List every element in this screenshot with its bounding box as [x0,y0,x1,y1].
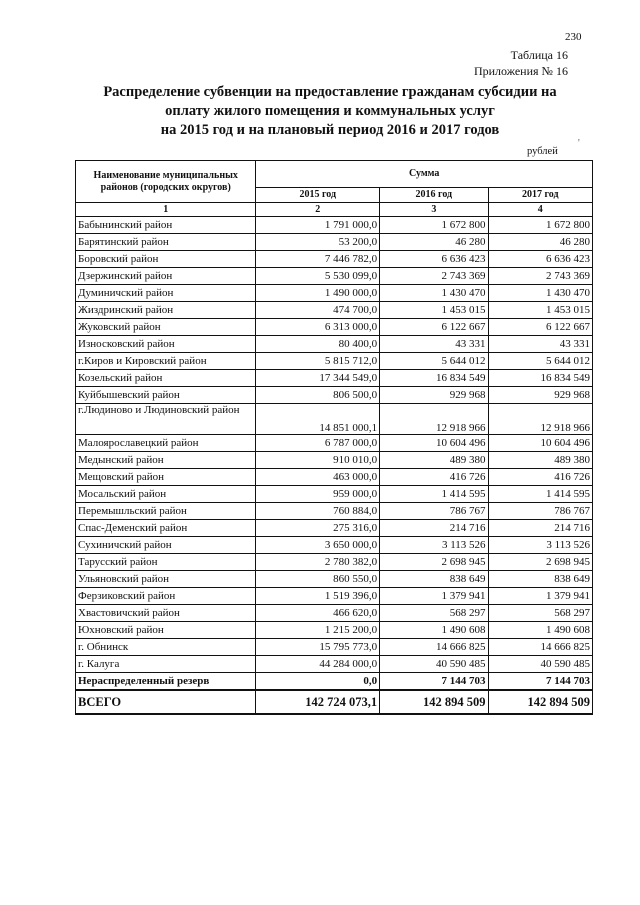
value-2015: 6 787 000,0 [256,435,380,452]
district-name: г. Калуга [76,656,256,673]
total-row [76,690,593,714]
value-2017: 1 414 595 [488,486,592,503]
title-line3: на 2015 год и на плановый период 2016 и 2017 годов [160,122,500,138]
value-2015: 17 344 549,0 [256,370,380,387]
table-row [76,588,593,605]
table-row [76,370,593,387]
table-row [76,452,593,469]
value-2016: 12 918 966 [380,404,488,435]
value-2016: 16 834 549 [380,370,488,387]
value-2017: 6 122 667 [488,319,592,336]
district-name: Перемышльский район [76,503,256,520]
table-row [76,537,593,554]
title-line1: Распределение субвенции на предоставление гражданам субсидии на [103,84,557,100]
value-2015: 53 200,0 [256,234,380,251]
value-2015: 7 446 782,0 [256,251,380,268]
district-name: Козельский район [76,370,256,387]
value-2015: 2 780 382,0 [256,554,380,571]
value-2016: 46 280 [380,234,488,251]
value-2016: 489 380 [380,452,488,469]
table-row [76,268,593,285]
reserve-2015: 0,0 [256,673,380,691]
value-2016: 838 649 [380,571,488,588]
value-2016: 5 644 012 [380,353,488,370]
value-2017: 1 430 470 [488,285,592,302]
unit-label: рублей [527,146,558,157]
value-2015: 5 815 712,0 [256,353,380,370]
value-2015: 6 313 000,0 [256,319,380,336]
value-2015: 14 851 000,1 [256,404,380,435]
table-row [76,605,593,622]
table-row [76,302,593,319]
table-row [76,503,593,520]
value-2016: 2 698 945 [380,554,488,571]
value-2015: 910 010,0 [256,452,380,469]
district-name: Малоярославецкий район [76,435,256,452]
value-2016: 214 716 [380,520,488,537]
district-name: Сухиничский район [76,537,256,554]
header-col-number: 4 [488,203,592,217]
value-2016: 416 726 [380,469,488,486]
value-2016: 1 672 800 [380,217,488,234]
value-2015: 15 795 773,0 [256,639,380,656]
title-line2: оплату жилого помещения и коммунальных услуг [165,103,495,119]
value-2017: 3 113 526 [488,537,592,554]
table-row [76,353,593,370]
header-name: Наименование муниципальных районов (городских округов) [76,161,256,203]
value-2016: 1 430 470 [380,285,488,302]
header-col-number: 1 [76,203,256,217]
value-2017: 1 379 941 [488,588,592,605]
value-2017: 2 698 945 [488,554,592,571]
value-2015: 5 530 099,0 [256,268,380,285]
district-name: Медынский район [76,452,256,469]
table-row [76,571,593,588]
district-name: Мещовский район [76,469,256,486]
value-2016: 1 490 608 [380,622,488,639]
table-ref-line1: Таблица 16 [510,48,568,62]
value-2016: 929 968 [380,387,488,404]
district-name: Спас-Деменский район [76,520,256,537]
value-2017: 1 453 015 [488,302,592,319]
total-2016: 142 894 509 [380,690,488,714]
subsidy-table [75,160,593,715]
value-2017: 5 644 012 [488,353,592,370]
value-2015: 463 000,0 [256,469,380,486]
table-row [76,336,593,353]
reserve-2017: 7 144 703 [488,673,592,691]
value-2016: 6 122 667 [380,319,488,336]
value-2016: 40 590 485 [380,656,488,673]
district-name: Думиничский район [76,285,256,302]
table-row [76,251,593,268]
header-year-2017: 2017 год [488,188,592,203]
header-sum: Сумма [256,161,593,188]
table-row [76,404,593,435]
value-2015: 275 316,0 [256,520,380,537]
table-row [76,234,593,251]
value-2016: 568 297 [380,605,488,622]
value-2015: 959 000,0 [256,486,380,503]
value-2016: 1 414 595 [380,486,488,503]
value-2015: 1 791 000,0 [256,217,380,234]
value-2016: 3 113 526 [380,537,488,554]
value-2017: 416 726 [488,469,592,486]
value-2016: 786 767 [380,503,488,520]
value-2016: 14 666 825 [380,639,488,656]
header-year-2015: 2015 год [256,188,380,203]
page-number: 230 [565,31,582,43]
value-2017: 46 280 [488,234,592,251]
table-reference [474,47,568,79]
value-2016: 43 331 [380,336,488,353]
value-2017: 6 636 423 [488,251,592,268]
value-2015: 474 700,0 [256,302,380,319]
district-name: Тарусский район [76,554,256,571]
district-name: Бабынинский район [76,217,256,234]
district-name: г. Обнинск [76,639,256,656]
value-2017: 10 604 496 [488,435,592,452]
value-2017: 40 590 485 [488,656,592,673]
header-year-2016: 2016 год [380,188,488,203]
value-2016: 2 743 369 [380,268,488,285]
district-name: Боровский район [76,251,256,268]
value-2017: 43 331 [488,336,592,353]
district-name: Барятинский район [76,234,256,251]
district-name: Жуковский район [76,319,256,336]
table-row [76,387,593,404]
value-2017: 929 968 [488,387,592,404]
value-2016: 1 453 015 [380,302,488,319]
district-name: Ферзиковский район [76,588,256,605]
district-name: Жиздринский район [76,302,256,319]
district-name: Хвастовичский район [76,605,256,622]
table-row [76,285,593,302]
value-2017: 1 672 800 [488,217,592,234]
total-name: ВСЕГО [76,690,256,714]
value-2017: 2 743 369 [488,268,592,285]
header-col-number: 3 [380,203,488,217]
value-2016: 1 379 941 [380,588,488,605]
value-2016: 10 604 496 [380,435,488,452]
table-row [76,554,593,571]
value-2017: 16 834 549 [488,370,592,387]
header-col-number: 2 [256,203,380,217]
value-2015: 3 650 000,0 [256,537,380,554]
table-row [76,622,593,639]
value-2016: 6 636 423 [380,251,488,268]
value-2017: 214 716 [488,520,592,537]
district-name: Мосальский район [76,486,256,503]
district-name: Ульяновский район [76,571,256,588]
value-2017: 568 297 [488,605,592,622]
value-2015: 1 519 396,0 [256,588,380,605]
reserve-name: Нераспределенный резерв [76,673,256,691]
value-2017: 12 918 966 [488,404,592,435]
table-row [76,469,593,486]
value-2017: 14 666 825 [488,639,592,656]
table-row [76,656,593,673]
table-row [76,639,593,656]
district-name: г.Киров и Кировский район [76,353,256,370]
table-row [76,217,593,234]
value-2017: 838 649 [488,571,592,588]
value-2015: 466 620,0 [256,605,380,622]
total-2017: 142 894 509 [488,690,592,714]
value-2017: 786 767 [488,503,592,520]
table-row [76,486,593,503]
value-2015: 760 884,0 [256,503,380,520]
district-name: Куйбышевский район [76,387,256,404]
table-body [76,217,593,673]
district-name: г.Людиново и Людиновский район [76,404,256,435]
table-row [76,435,593,452]
table-row [76,520,593,537]
value-2017: 1 490 608 [488,622,592,639]
district-name: Износковский район [76,336,256,353]
document-title [70,83,590,140]
reserve-row [76,673,593,691]
district-name: Юхновский район [76,622,256,639]
value-2015: 806 500,0 [256,387,380,404]
district-name: Дзержинский район [76,268,256,285]
table-row [76,319,593,336]
value-2015: 44 284 000,0 [256,656,380,673]
value-2015: 860 550,0 [256,571,380,588]
value-2015: 80 400,0 [256,336,380,353]
total-2015: 142 724 073,1 [256,690,380,714]
value-2017: 489 380 [488,452,592,469]
reserve-2016: 7 144 703 [380,673,488,691]
table-ref-line2: Приложения № 16 [473,64,568,78]
value-2015: 1 215 200,0 [256,622,380,639]
value-2015: 1 490 000,0 [256,285,380,302]
